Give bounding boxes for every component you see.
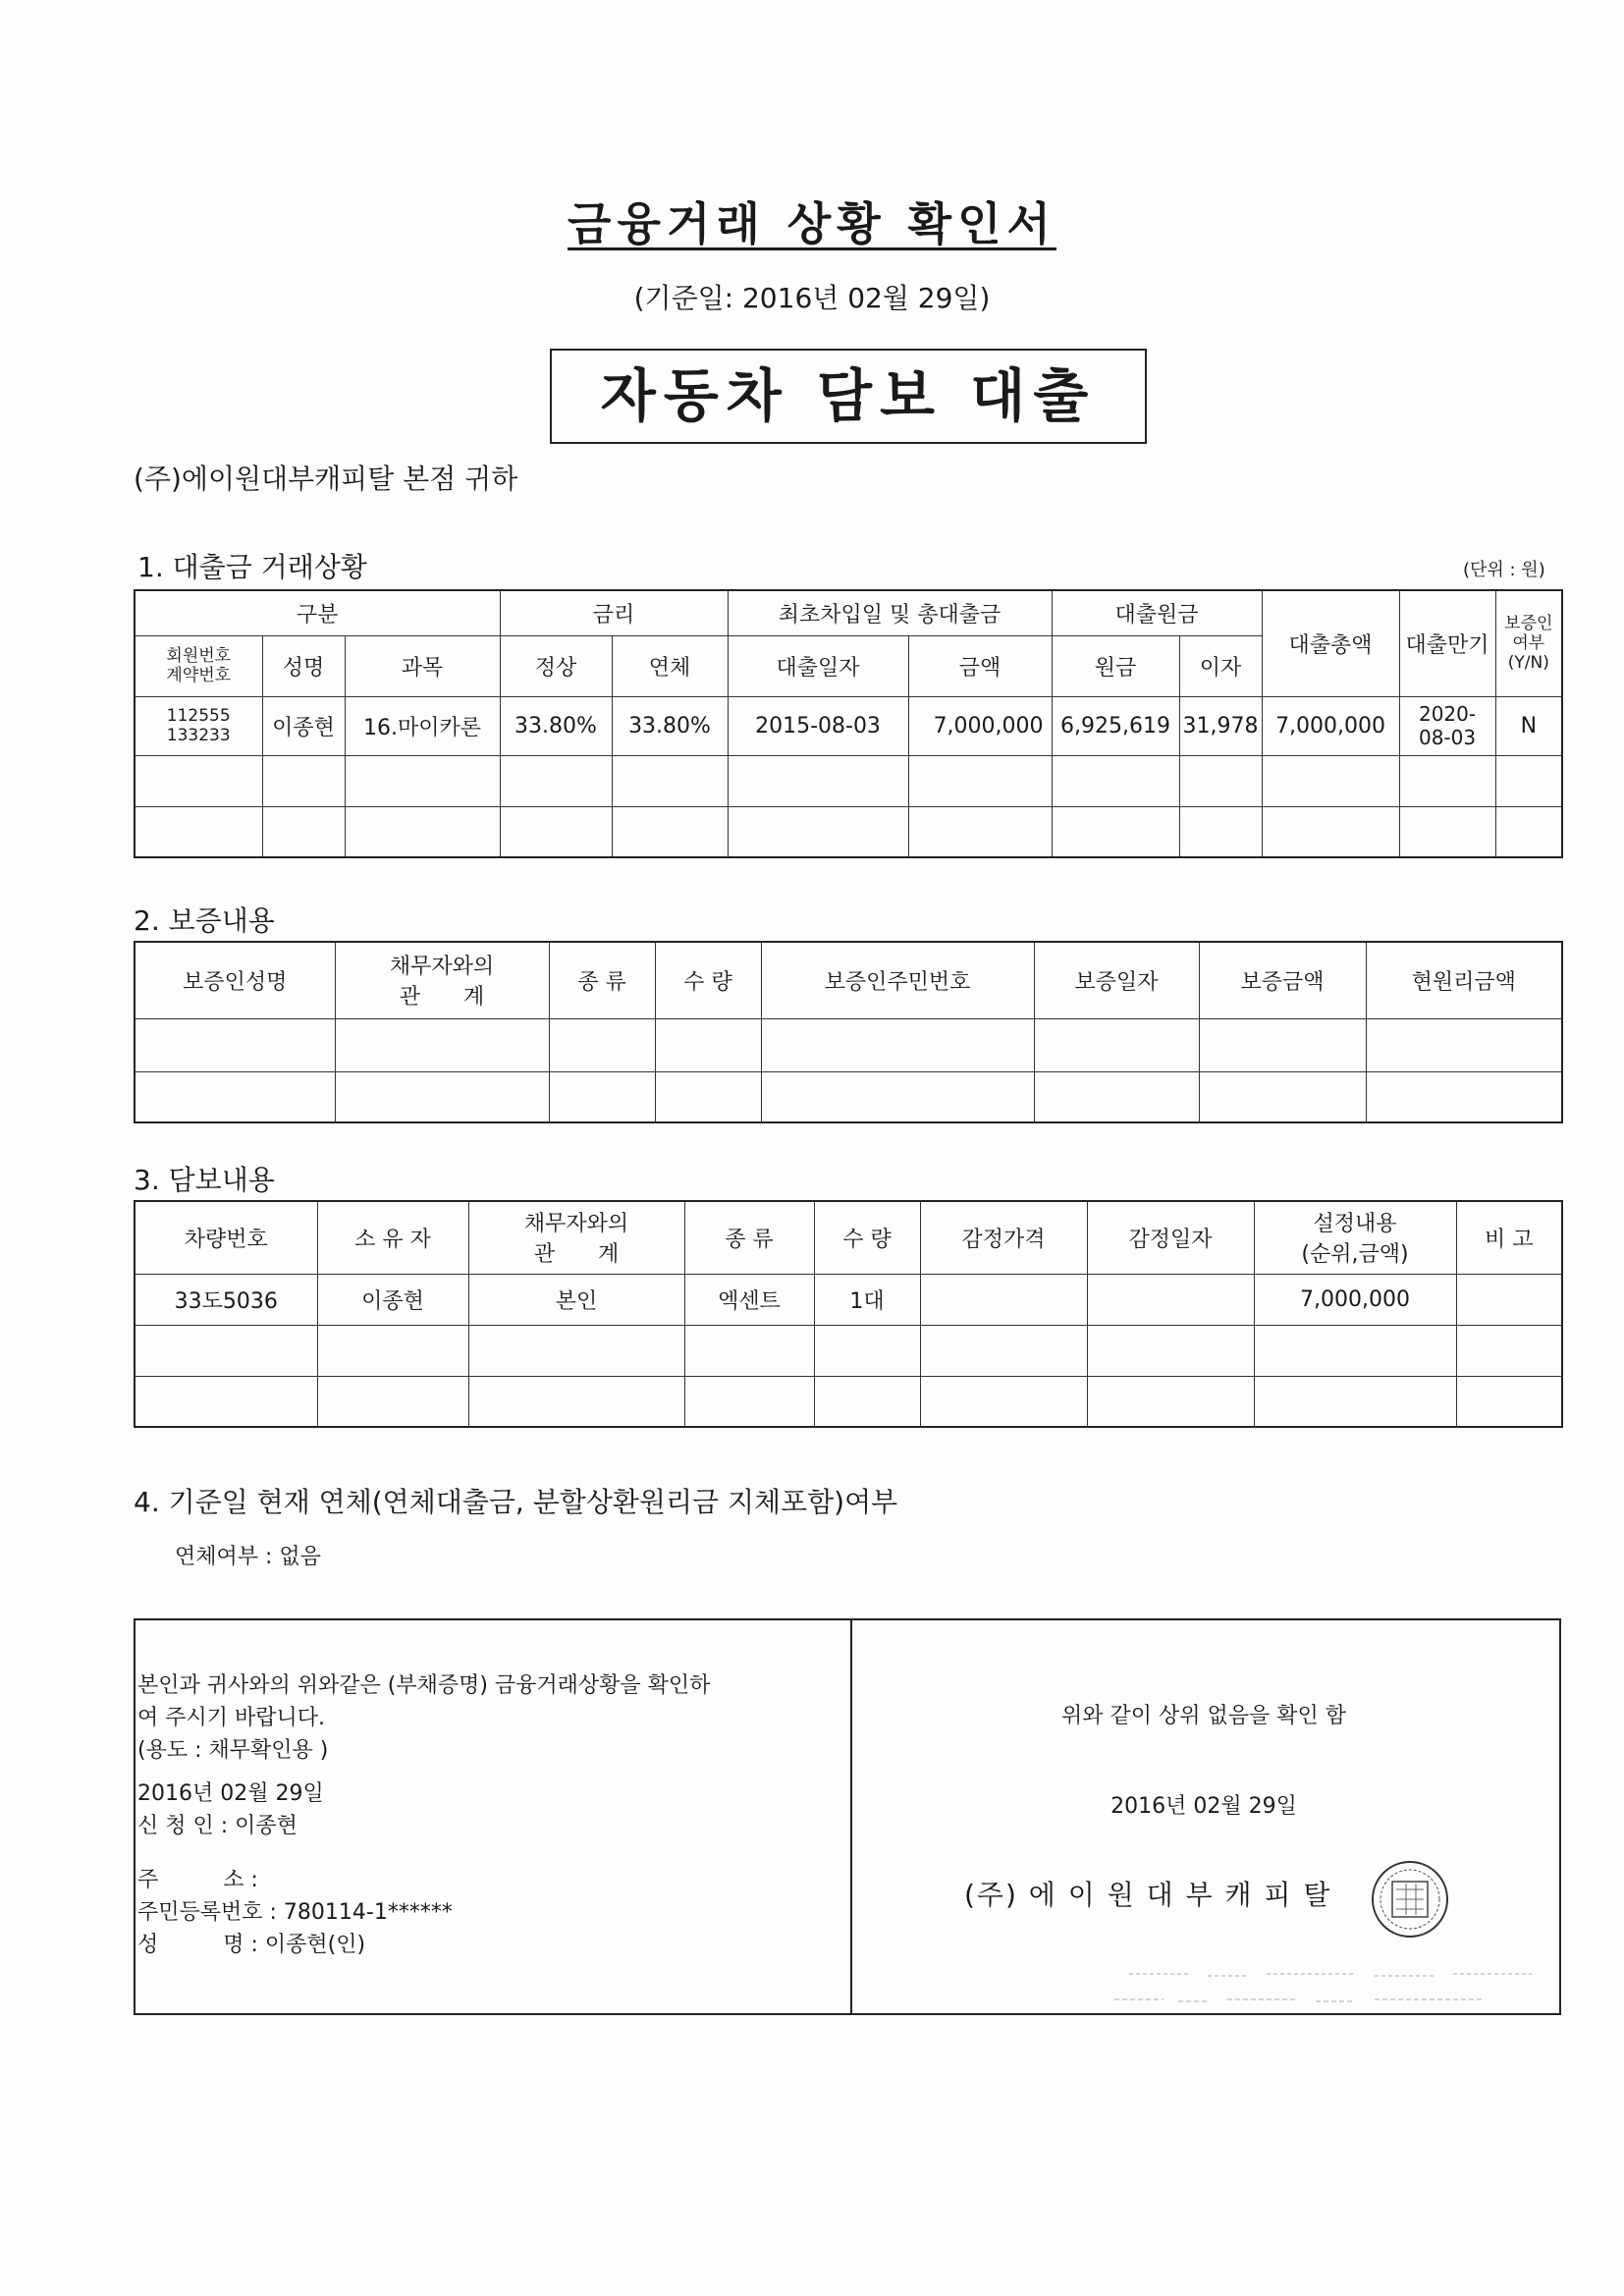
maturity-cell: [1399, 696, 1495, 755]
normal-rate: 33.80%: [500, 696, 612, 755]
header-kind: 종 류: [549, 942, 655, 1018]
request-text: [137, 1669, 710, 1767]
owner-name: 이종현: [317, 1274, 468, 1325]
vehicle-qty: 1대: [814, 1274, 920, 1325]
remarks: [1456, 1274, 1562, 1325]
total-amount: 7,000,000: [1262, 696, 1399, 755]
header-relation: [335, 942, 549, 1018]
table-row: [135, 1018, 1562, 1071]
header-setting-line1: 설정내용: [1313, 1212, 1397, 1237]
header-balance: 대출원금: [1052, 590, 1262, 635]
loan-date: 2015-08-03: [728, 696, 908, 755]
loan-table: [134, 589, 1563, 858]
header-relation-line1: 채무자와의: [523, 1212, 629, 1237]
appraisal-price: [920, 1274, 1087, 1325]
header-guarantor: 보증인 여부 (Y/N): [1495, 590, 1562, 696]
header-relation-line2: 관 계: [533, 1242, 620, 1268]
header-interest: 이자: [1179, 635, 1262, 696]
header-member-contract: [135, 635, 262, 696]
header-principal: 원금: [1052, 635, 1179, 696]
contract-no: 133233: [166, 726, 231, 745]
header-qty: 수 량: [655, 942, 761, 1018]
guarantee-table: [134, 941, 1563, 1123]
header-rate: 금리: [500, 590, 728, 635]
header-name: 성명: [262, 635, 345, 696]
loan-type-box: 자동차 담보 대출: [550, 349, 1147, 444]
lender-company: (주) 에 이 원 대 부 캐 피 탈: [964, 1879, 1332, 1911]
faint-stamp-marks: [1110, 1964, 1551, 2015]
document-title: 금융거래 상황 확인서: [568, 197, 1056, 250]
section2-heading: 2. 보증내용: [134, 904, 275, 937]
header-relation-line2: 관 계: [399, 985, 485, 1011]
appraisal-date: [1087, 1274, 1254, 1325]
loan-amount: 7,000,000: [908, 696, 1052, 755]
vehicle-kind: 엑센트: [684, 1274, 814, 1325]
header-relation-line1: 채무자와의: [389, 955, 495, 980]
header-maturity: 대출만기: [1399, 590, 1495, 696]
header-appraisal-date: 감정일자: [1087, 1201, 1254, 1274]
company-seal-icon: [1367, 1856, 1453, 1942]
header-overdue: 연체: [612, 635, 728, 696]
lender-box: [848, 1618, 1561, 2015]
header-first-loan: 최초차입일 및 총대출금: [728, 590, 1052, 635]
recipient: (주)에이원대부캐피탈 본점 귀하: [134, 463, 518, 495]
request-date: 2016년 02월 29일: [137, 1781, 324, 1806]
header-guarantee-date: 보증일자: [1034, 942, 1199, 1018]
header-kind: 종 류: [684, 1201, 814, 1274]
section1-heading: 1. 대출금 거래상황: [137, 551, 367, 583]
lender-date: 2016년 02월 29일: [1110, 1794, 1297, 1819]
lender-statement: 위와 같이 상위 없음을 확인 함: [1061, 1704, 1346, 1728]
maturity-monthday: 08-03: [1418, 726, 1477, 749]
request-line2: 여 주시기 바랍니다.: [137, 1706, 325, 1730]
header-setting: [1254, 1201, 1456, 1274]
header-loan-date: 대출일자: [728, 635, 908, 696]
applicant-details: [137, 1864, 453, 1961]
header-current-amount: 현원리금액: [1366, 942, 1562, 1018]
header-owner: 소 유 자: [317, 1201, 468, 1274]
section4-heading: 4. 기준일 현재 연체(연체대출금, 분할상환원리금 지체포함)여부: [134, 1486, 898, 1518]
applicant-info: [137, 1777, 324, 1842]
header-total: 대출총액: [1262, 590, 1399, 696]
maturity-year: 2020-: [1418, 702, 1477, 726]
header-vehicle-no: 차량번호: [135, 1201, 317, 1274]
table-row: [135, 1071, 1562, 1122]
header-guarantor-name: 보증인성명: [135, 942, 335, 1018]
header-setting-line2: (순위,금액): [1301, 1242, 1409, 1268]
setting-amount: 7,000,000: [1254, 1274, 1456, 1325]
borrower-name: 이종현: [262, 696, 345, 755]
unit-label: (단위 : 원): [1463, 560, 1545, 580]
applicant-rrn: 주민등록번호 : 780114-1******: [137, 1900, 453, 1925]
table-row: [135, 755, 1562, 806]
base-date: (기준일: 2016년 02월 29일): [633, 282, 991, 314]
header-guarantor-rrn: 보증인주민번호: [761, 942, 1034, 1018]
header-normal: 정상: [500, 635, 612, 696]
table-row: [135, 1325, 1562, 1376]
vehicle-no: 33도5036: [135, 1274, 317, 1325]
principal-balance: 6,925,619: [1052, 696, 1179, 755]
overdue-rate: 33.80%: [612, 696, 728, 755]
header-appraisal-price: 감정가격: [920, 1201, 1087, 1274]
header-member-no: 회원번호: [166, 646, 232, 666]
table-row: [135, 1376, 1562, 1427]
member-no: 112555: [166, 706, 231, 726]
overdue-status: 연체여부 : 없음: [175, 1545, 321, 1569]
applicant-address: 주 소 :: [137, 1868, 258, 1892]
header-contract-no: 계약번호: [166, 666, 232, 685]
interest-amount: 31,978: [1179, 696, 1262, 755]
table-row: [135, 696, 1562, 755]
header-relation: [468, 1201, 684, 1274]
section3-heading: 3. 담보내용: [134, 1164, 275, 1196]
table-row: [135, 806, 1562, 857]
collateral-table: [134, 1200, 1563, 1428]
relation: 본인: [468, 1274, 684, 1325]
applicant-signature-name: 성 명 : 이종현(인): [137, 1933, 366, 1957]
request-line1: 본인과 귀사와의 위와같은 (부채증명) 금융거래상황을 확인하: [137, 1673, 711, 1698]
request-purpose: (용도 : 채무확인용 ): [137, 1738, 329, 1763]
table-row: [135, 1274, 1562, 1325]
loan-subject: 16.마이카론: [345, 696, 500, 755]
header-remarks: 비 고: [1456, 1201, 1562, 1274]
header-category: 구분: [135, 590, 500, 635]
header-amount: 금액: [908, 635, 1052, 696]
applicant-box: [134, 1618, 852, 2015]
header-guarantee-amount: 보증금액: [1199, 942, 1366, 1018]
guarantor-flag: N: [1495, 696, 1562, 755]
header-qty: 수 량: [814, 1201, 920, 1274]
applicant-name: 신 청 인 : 이종현: [137, 1814, 298, 1838]
member-contract-cell: [135, 696, 262, 755]
header-subject: 과목: [345, 635, 500, 696]
